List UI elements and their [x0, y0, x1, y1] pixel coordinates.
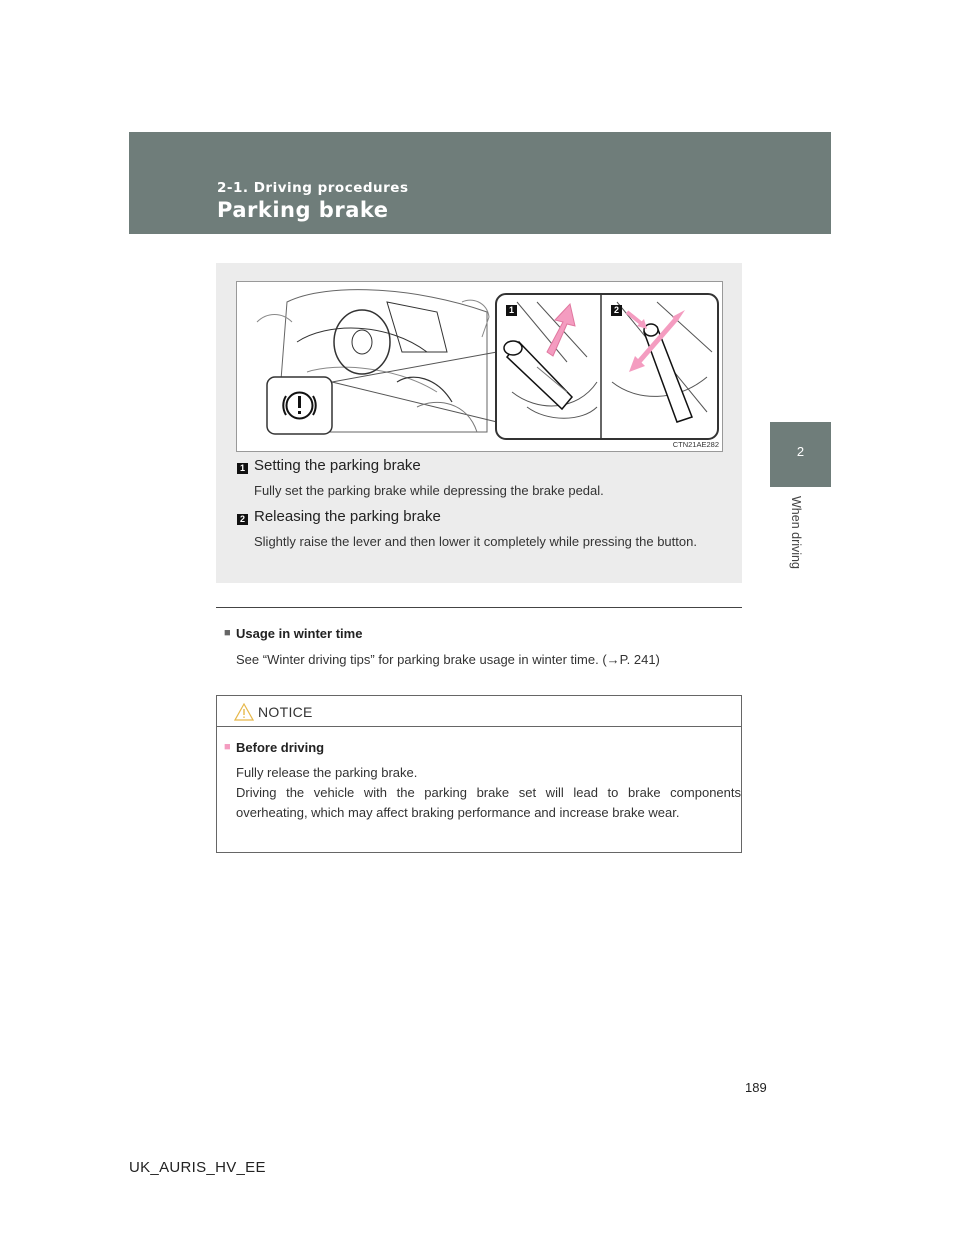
notice-divider — [217, 726, 741, 727]
parking-brake-illustration — [236, 281, 723, 452]
notice-heading: Before driving — [236, 740, 325, 755]
section-label: 2-1. Driving procedures — [217, 180, 409, 196]
inset-marker-1: 1 — [506, 305, 517, 316]
section-divider — [216, 607, 742, 608]
doc-code: UK_AURIS_HV_EE — [129, 1159, 266, 1176]
notice-box — [216, 695, 742, 853]
page-number: 189 — [745, 1080, 767, 1095]
step-title-1: Setting the parking brake — [254, 457, 421, 474]
inset-marker-2: 2 — [611, 305, 622, 316]
warning-triangle-icon — [234, 703, 254, 721]
notice-title: NOTICE — [258, 704, 313, 720]
step-title-2: Releasing the parking brake — [254, 508, 441, 525]
bullet-icon: ■ — [224, 627, 231, 639]
step-text-2: Slightly raise the lever and then lower it completely while pressing the button. — [254, 534, 697, 549]
notice-bullet-icon: ■ — [224, 741, 231, 753]
notice-line-2: Driving the vehicle with the parking brake set will lead to brake components overheating, which may affect braking performance and increase brake wear. — [236, 785, 741, 820]
step-text-1: Fully set the parking brake while depressing the brake pedal. — [254, 483, 604, 498]
side-tab[interactable] — [770, 422, 831, 487]
page-title: Parking brake — [217, 198, 389, 222]
step-marker-2: 2 — [237, 514, 248, 525]
notice-line-1: Fully release the parking brake. — [236, 765, 418, 780]
usage-heading: Usage in winter time — [236, 626, 363, 641]
figure-code: CTN21AE282 — [672, 440, 719, 449]
side-tab-number: 2 — [796, 444, 805, 459]
side-section-label: When driving — [789, 496, 803, 569]
step-marker-1: 1 — [237, 463, 248, 474]
usage-text: See “Winter driving tips” for parking brake usage in winter time. (→P. 241) — [236, 652, 660, 667]
illustration-drawing — [237, 282, 723, 452]
